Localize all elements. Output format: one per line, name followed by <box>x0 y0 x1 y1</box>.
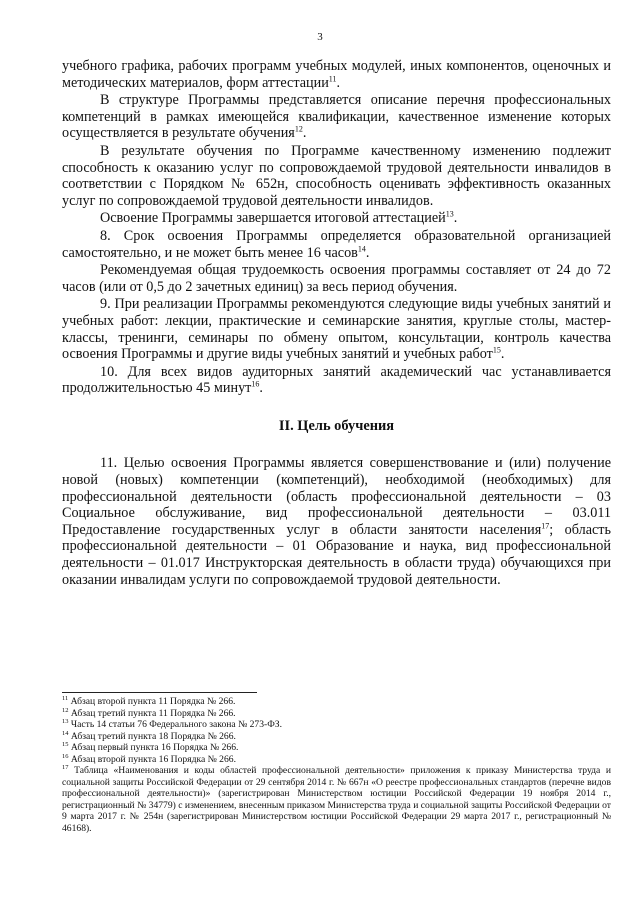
paragraph <box>62 210 611 227</box>
paragraph <box>62 455 611 588</box>
footnote-separator <box>62 692 257 693</box>
document-body <box>62 58 611 588</box>
footnote-text: Абзац второй пункта 16 Порядка № 266. <box>70 753 236 765</box>
footnote-ref: 12 <box>294 124 303 134</box>
paragraph <box>62 364 611 397</box>
paragraph-text: В структуре Программы представляется описание перечня профессиональных компетенций в рамках имеющейся квалификации, качественное изменение которых осуществляется в результате обучения <box>62 92 611 142</box>
paragraphs-after-heading <box>62 455 611 588</box>
footnote-ref: 14 <box>357 243 366 253</box>
footnote-number: 12 <box>62 706 69 714</box>
footnote-ref: 15 <box>492 345 501 355</box>
footnote-list <box>62 696 611 834</box>
footnote-ref: 13 <box>445 209 454 219</box>
paragraph-text: 8. Срок освоения Программы определяется образовательной организацией самостоятельно, и не может быть менее 16 часов <box>62 227 611 261</box>
footnote-text: Таблица «Наименования и коды областей профессиональной деятельности» приложения к приказу Министерства труда и социальной защиты Российской Федерации от 29 сентября 2014 г. № 667н «О реестре профессиональных стандартов (перечне видов профессиональной деятельности)» (зарегистрирован Министерством юстиции Российской Федерации 19 ноября 2014 г., регистрационный № 34779) с изменением, внесенным приказом Министерства труда и социальной защиты Российской Федерации от 9 марта 2017 г. № 254н (зарегистрирован Министерством юстиции Российской Федерации 29 марта 2017 г., регистрационный № 46168). <box>62 765 611 834</box>
footnote <box>62 696 611 708</box>
paragraph-tail: . <box>365 244 370 261</box>
footnote-text: Абзац второй пункта 11 Порядка № 266. <box>70 696 236 707</box>
footnote-ref: 16 <box>251 379 260 389</box>
footnote-number: 14 <box>62 729 69 737</box>
paragraph <box>62 262 611 295</box>
paragraph-tail: . <box>259 380 263 397</box>
footnote-text: Абзац первый пункта 16 Порядка № 266. <box>70 742 239 753</box>
footnote <box>62 742 611 754</box>
footnote <box>62 708 611 720</box>
footnote-number: 11 <box>62 694 69 702</box>
paragraph-tail: ; область профессиональной деятельности – 01 Образование и наука, вид профессиональной деятельности – 01.017 Инструкторская деятельность в области труда) обучающихся при оказании инвалидам услуги по сопровождаемой трудовой деятельности. <box>62 521 611 588</box>
paragraph-text: 11. Целью освоения Программы является совершенствование и (или) получение новой (новых) компетенции (компетенций), необходимой (необходимых) для профессиональной деятельности (область профессиональной деятельности – 03 Социальное обслуживание, вид профессиональной деятельности – 03.011 Предоставление государственных услуг в области занятости населения <box>62 455 611 538</box>
paragraph-tail: . <box>336 74 341 91</box>
footnote-text: Часть 14 статьи 76 Федерального закона № 273-ФЗ. <box>70 719 282 730</box>
footnote-text: Абзац третий пункта 11 Порядка № 266. <box>70 707 236 719</box>
paragraph <box>62 228 611 261</box>
footnote-number: 16 <box>62 752 69 760</box>
footnote <box>62 731 611 743</box>
footnote <box>62 754 611 766</box>
page-number: 3 <box>317 31 323 43</box>
paragraph-text: Освоение Программы завершается итоговой аттестацией <box>100 210 446 227</box>
paragraph <box>62 143 611 209</box>
footnote-number: 13 <box>62 717 69 725</box>
paragraph-tail: . <box>453 210 458 227</box>
paragraph <box>62 58 611 91</box>
paragraph-text: учебного графика, рабочих программ учебных модулей, иных компонентов, оценочных и методических материалов, форм аттестации <box>62 58 611 91</box>
paragraph-tail: . <box>302 125 307 142</box>
paragraph <box>62 296 611 362</box>
paragraph-tail: . <box>500 346 505 363</box>
footnote-number: 17 <box>62 763 69 771</box>
footnote-ref: 11 <box>328 73 337 83</box>
paragraph-text: 9. При реализации Программы рекомендуются следующие виды учебных занятий и учебных работ: лекции, практические и семинарские занятия, круглые столы, мастер-классы, тренинги, семинары по обмену опытом, консультации, контроль качества освоения Программы и другие виды учебных занятий и учебных работ <box>62 296 611 363</box>
section-heading: II. Цель обучения <box>278 417 395 434</box>
paragraph-text: Рекомендуемая общая трудоемкость освоения программы составляет от 24 до 72 часов (или от 0,5 до 2 зачетных единиц) за весь период обучения. <box>62 262 611 295</box>
footnote-number: 15 <box>62 740 69 748</box>
footnotes <box>62 692 611 834</box>
paragraphs-before-heading <box>62 58 611 397</box>
paragraph <box>62 92 611 142</box>
footnote-ref: 17 <box>541 521 550 531</box>
footnote <box>62 719 611 731</box>
paragraph-text: 10. Для всех видов аудиторных занятий академический час устанавливается продолжительностью 45 минут <box>62 363 611 397</box>
footnote <box>62 765 611 834</box>
footnote-text: Абзац третий пункта 18 Порядка № 266. <box>70 730 236 742</box>
paragraph-text: В результате обучения по Программе качественному изменению подлежит способность к оказанию услуг по сопровождаемой трудовой деятельности инвалидов в соответствии с Порядком № 652н, способность оценивать эффективность оказанных услуг по сопровождаемой трудовой деятельности инвалидов. <box>62 142 611 209</box>
